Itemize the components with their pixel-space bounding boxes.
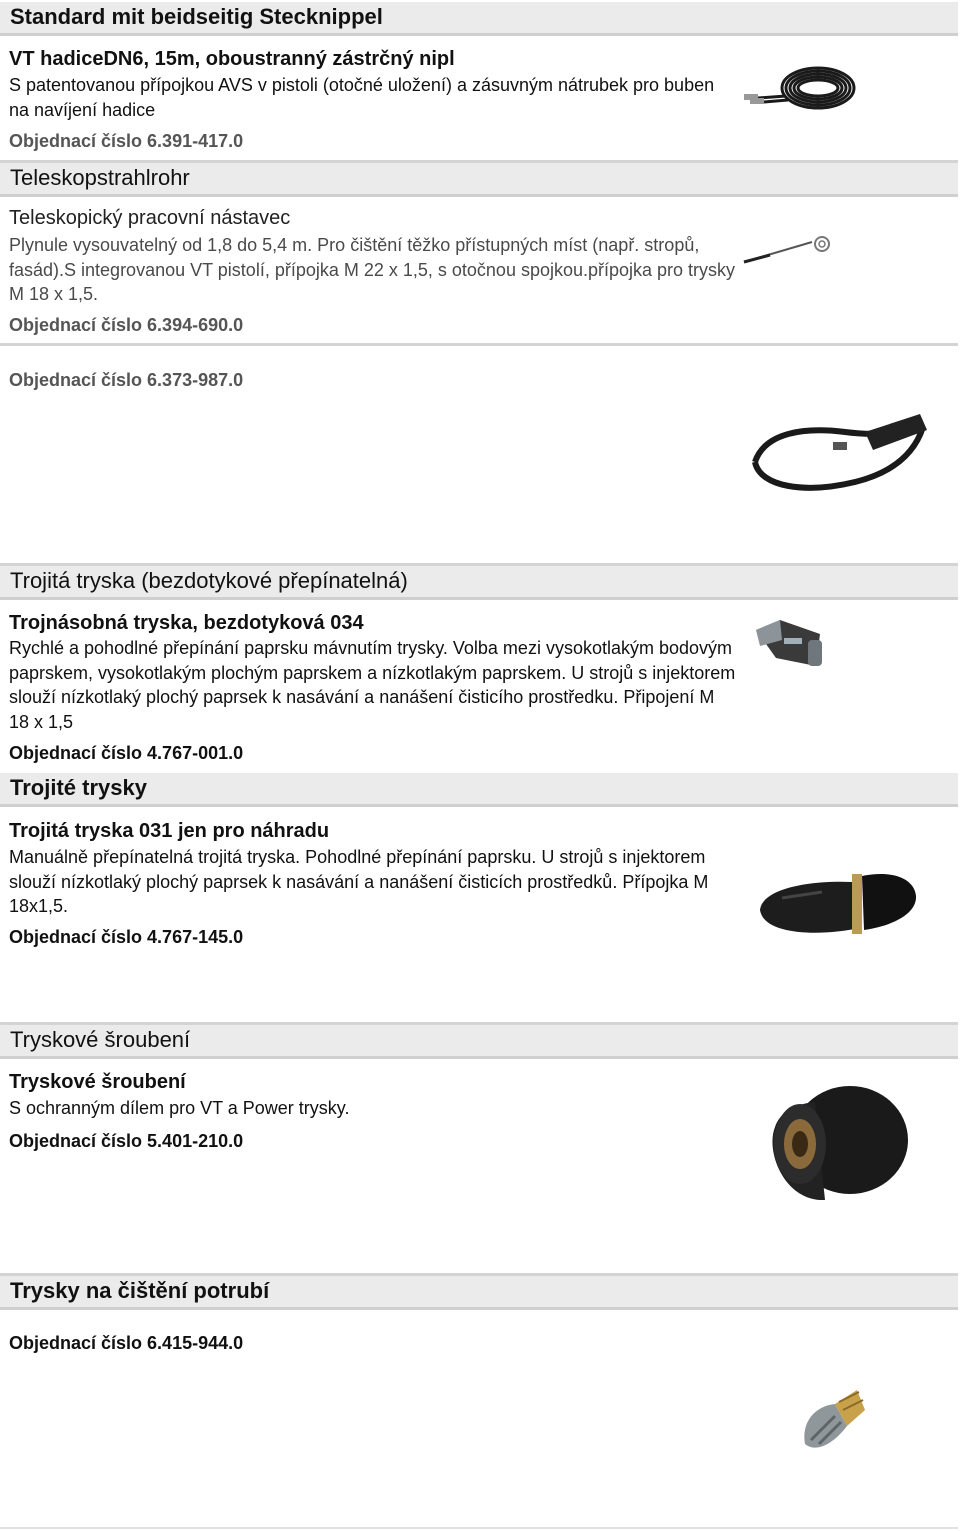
section-heading-tryskove-sroubeni: Tryskové šroubení [0, 1025, 958, 1059]
product-title: Trojitá tryska 031 jen pro náhradu [9, 820, 330, 842]
shoulder-strap-icon [745, 402, 935, 502]
order-number: Objednací číslo 5.401-210.0 [9, 1131, 244, 1151]
order-number: Objednací číslo 6.415-944.0 [9, 1333, 244, 1353]
order-number: Objednací číslo 4.767-145.0 [9, 927, 244, 947]
divider [0, 343, 958, 346]
section-heading-trojita-tryska: Trojitá tryska (bezdotykové přepínatelná) [0, 566, 958, 600]
section-heading-trysky-na-cisteni-potrubi: Trysky na čištění potrubí [0, 1276, 958, 1310]
product-description: Rychlé a pohodlné přepínání paprsku mávnutím trysky. Volba mezi vysokotlakým bodovým paprskem, vysokotlakým plochým paprskem a nízkotlakým paprskem. U strojů s injektorem slouží nízkotlaký plochý paprsek k nasávání a nanášení čisticího prostředku. Připojení M 18 x 1,5 [9, 638, 736, 732]
section-heading-trojite-trysky: Trojité trysky [0, 773, 958, 807]
pipe-nozzle-icon [795, 1382, 870, 1462]
order-number: Objednací číslo 6.394-690.0 [9, 315, 244, 335]
nozzle-union-icon [755, 1082, 915, 1212]
product-title: Teleskopický pracovní nástavec [9, 207, 291, 229]
triple-nozzle-icon [750, 610, 830, 680]
divider [0, 1527, 958, 1529]
section-heading-standard: Standard mit beidseitig Stecknippel [0, 2, 958, 36]
order-number: Objednací číslo 4.767-001.0 [9, 743, 244, 763]
product-title: Tryskové šroubení [9, 1071, 186, 1093]
product-description: Plynule vysouvatelný od 1,8 do 5,4 m. Pro čištění těžko přístupných míst (např. stropů, fasád).S integrovanou VT pistolí, přípojka M 22 x 1,5, s otočnou spojkou.přípojka pro trysky M 18 x 1,5. [9, 235, 736, 305]
product-description: S patentovanou přípojkou AVS v pistoli (otočné uložení) a zásuvným nátrubek pro buben na navíjení hadice [9, 75, 715, 120]
hose-reel-icon [738, 56, 868, 126]
product-title: Trojnásobná tryska, bezdotyková 034 [9, 612, 364, 634]
section-heading-teleskopstrahlrohr: Teleskopstrahlrohr [0, 163, 958, 197]
product-description: S ochranným dílem pro VT a Power trysky. [9, 1098, 350, 1118]
product-description: Manuálně přepínatelná trojitá tryska. Pohodlné přepínání paprsku. U strojů s injektorem slouží nízkotlaký plochý paprsek k nasávání a nanášení čisticích prostředků. Přípojka M 18x1,5. [9, 847, 709, 917]
order-number: Objednací číslo 6.391-417.0 [9, 131, 244, 151]
order-number: Objednací číslo 6.373-987.0 [9, 370, 244, 390]
telescopic-lance-icon [740, 228, 835, 268]
rotary-nozzle-icon [752, 858, 922, 958]
product-title: VT hadiceDN6, 15m, oboustranný zástrčný nipl [9, 48, 455, 70]
